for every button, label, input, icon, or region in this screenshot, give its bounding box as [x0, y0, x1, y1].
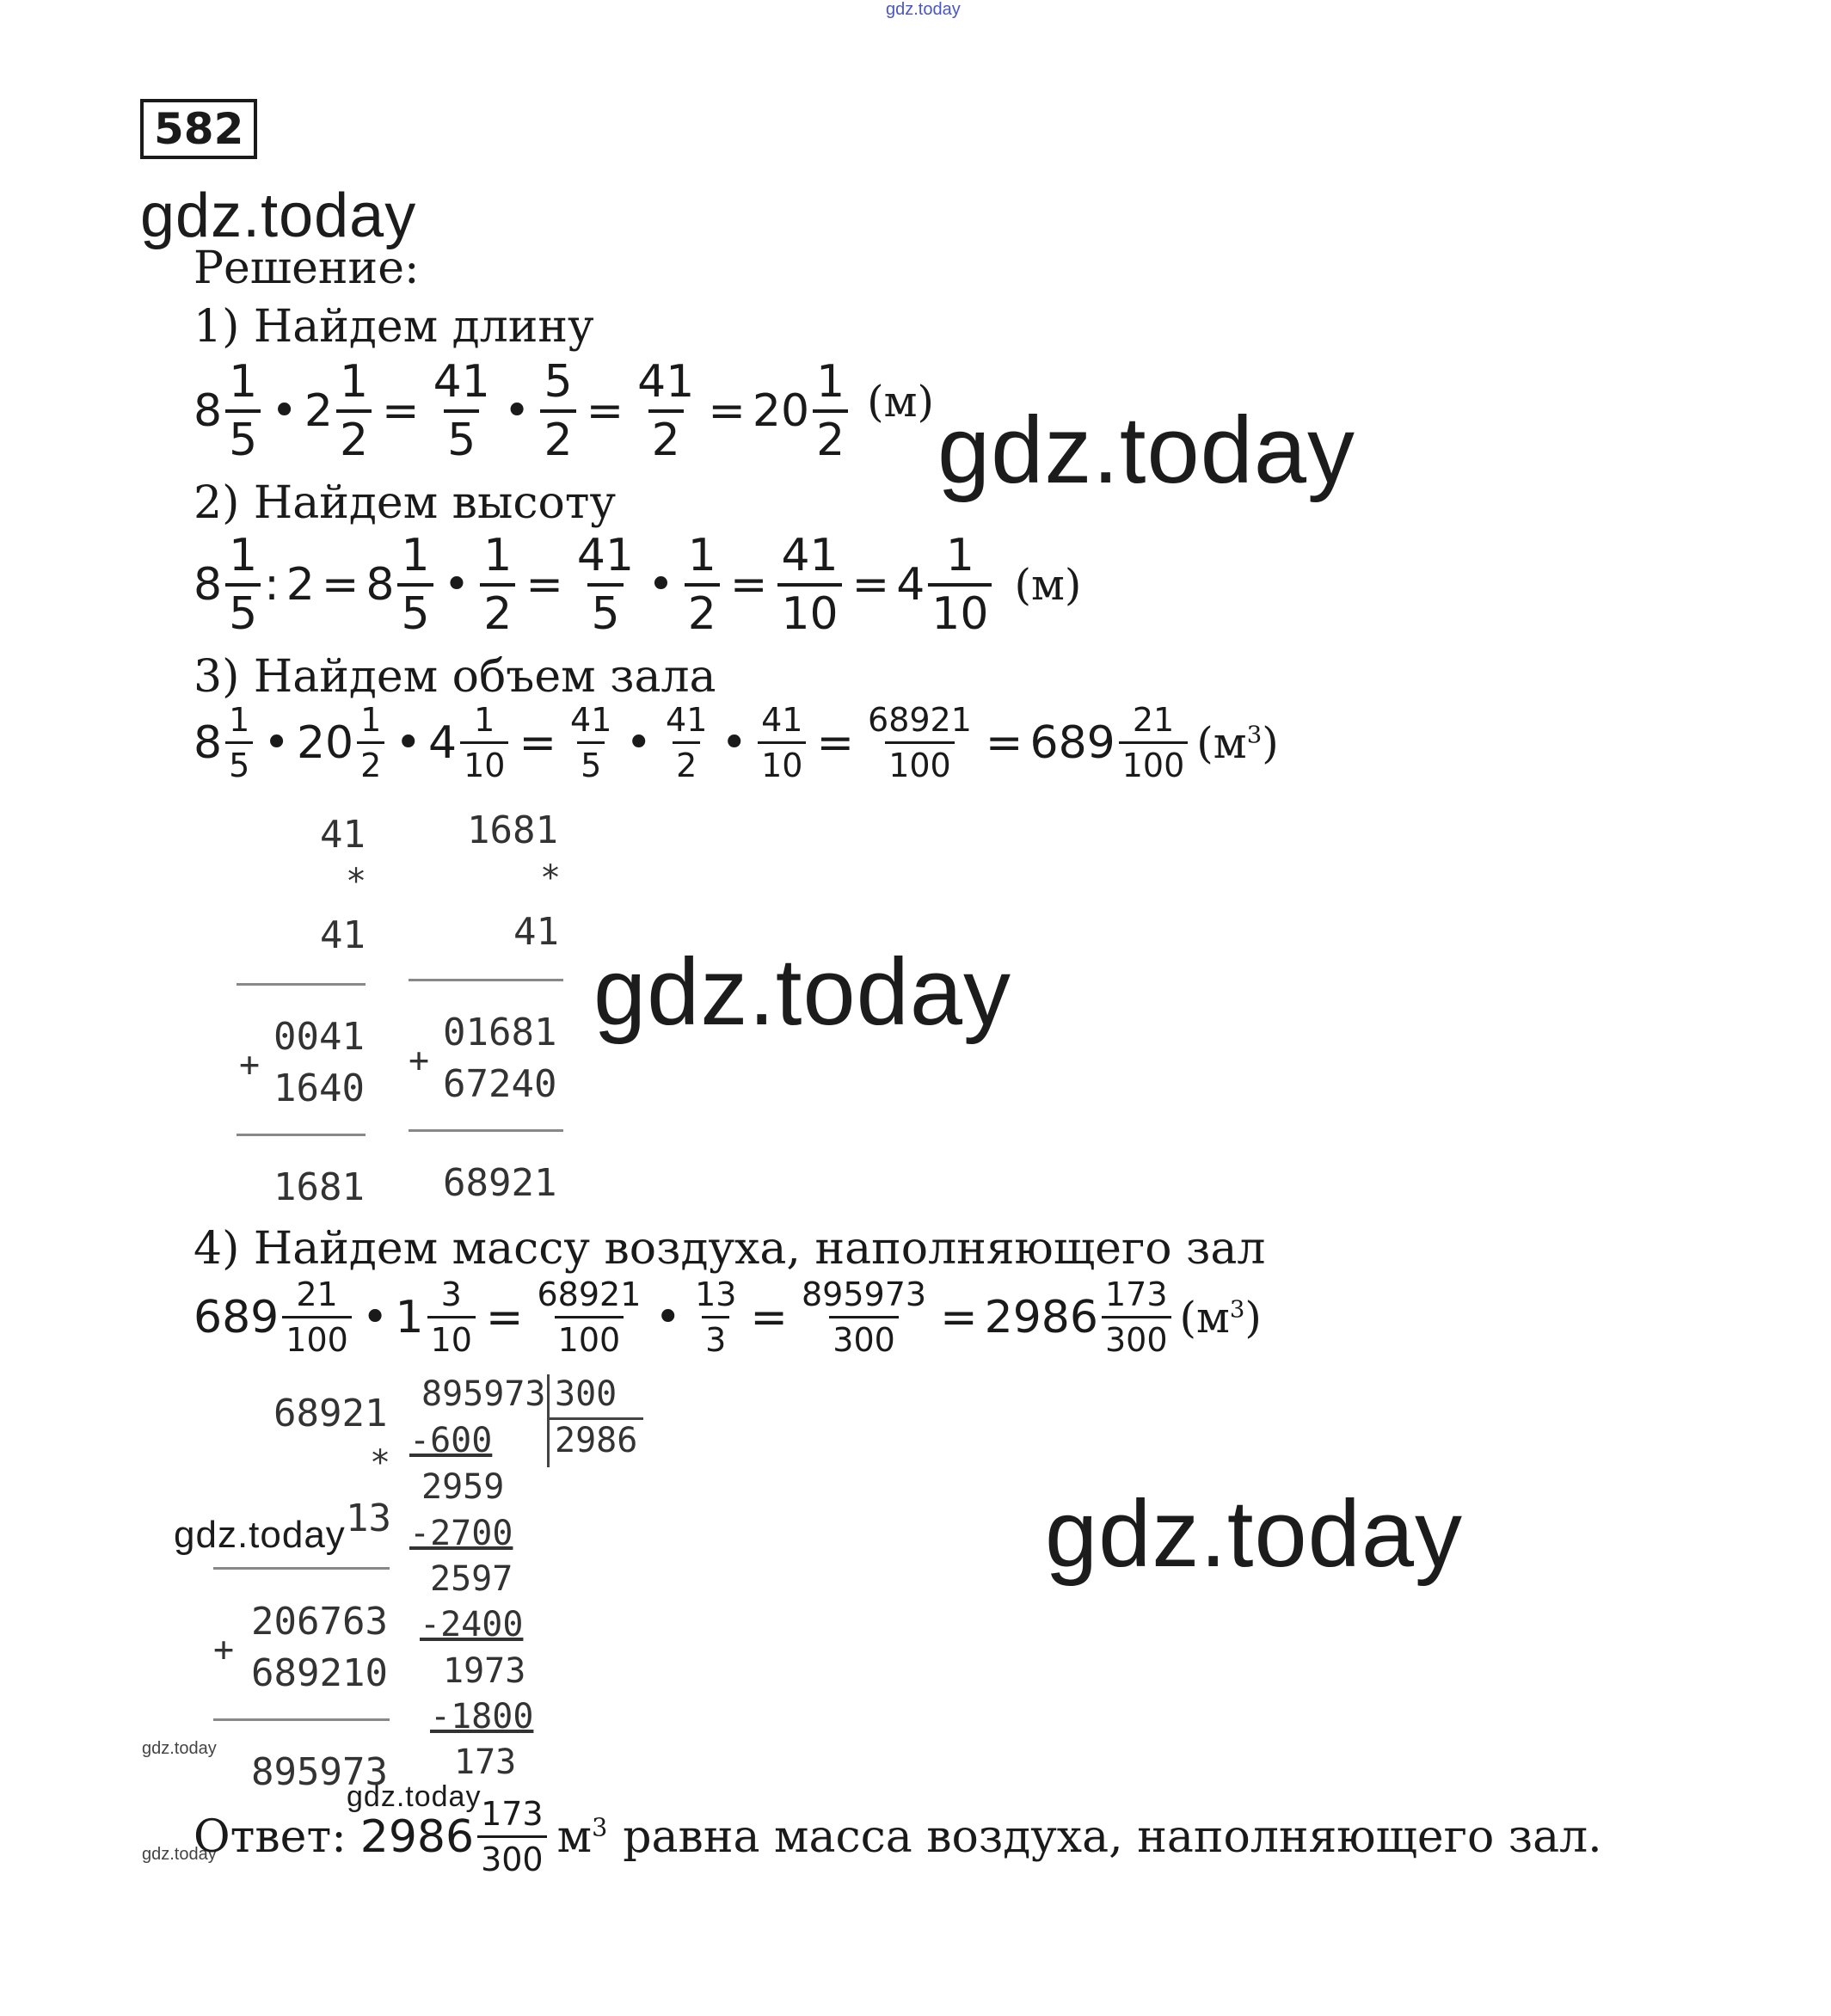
- division-step: 2597: [430, 1559, 513, 1599]
- operator: •: [654, 1291, 682, 1343]
- fraction: $\frac{41}{5}$: [570, 701, 612, 784]
- fraction: $\frac{1}{2}$: [480, 533, 515, 636]
- operator: •: [625, 716, 653, 769]
- equation-4: [194, 1275, 1262, 1359]
- division-quotient: 2986: [555, 1421, 638, 1460]
- operator: =: [519, 716, 557, 769]
- calc1-mult: 41: [320, 913, 366, 957]
- watermark: gdz.today: [347, 1780, 482, 1813]
- calc1-rule: [237, 983, 366, 986]
- operator: =: [985, 716, 1023, 769]
- calc3-rule: [213, 1567, 390, 1570]
- division-dividend: 895973: [421, 1374, 546, 1414]
- division-horizontal-line: [549, 1417, 643, 1420]
- calc2-result: 68921: [443, 1161, 557, 1205]
- watermark: gdz.today: [174, 1514, 346, 1556]
- fraction: $\frac{41}{10}$: [758, 704, 806, 782]
- calc1-p1: 0041: [273, 1015, 365, 1059]
- operator: =: [485, 1291, 524, 1343]
- fraction: $\frac{68921}{100}$: [537, 1275, 642, 1359]
- calc2-p1: 01681: [443, 1011, 557, 1054]
- eq3-term: 20: [296, 716, 354, 769]
- watermark: gdz.today: [1045, 1481, 1464, 1587]
- fraction: $\frac{1}{5}$: [225, 360, 261, 463]
- operator: =: [750, 1291, 788, 1343]
- fraction: $\frac{41}{2}$: [666, 701, 708, 784]
- calc2-top: 1681: [467, 808, 558, 852]
- division-step: -600: [409, 1421, 493, 1460]
- eq4-term: 1: [395, 1291, 424, 1343]
- calc3-top: 68921: [273, 1392, 388, 1435]
- eq2-term: 2: [286, 559, 315, 611]
- fraction: $\frac{895973}{300}$: [802, 1275, 927, 1359]
- operator: :: [264, 559, 280, 611]
- fraction: $\frac{21}{100}$: [282, 1278, 352, 1356]
- unit: $(м^3)$: [1196, 717, 1279, 768]
- calc2-mult: 41: [513, 910, 559, 954]
- calc1-star: *: [346, 862, 367, 901]
- equation-3: [194, 701, 1279, 784]
- operator: =: [525, 559, 563, 611]
- answer-unit: $м^3$: [556, 1810, 608, 1863]
- eq2-term: 8: [194, 559, 223, 611]
- watermark: gdz.today: [140, 181, 417, 250]
- step3-title: 3) Найдем объем зала: [194, 651, 716, 703]
- operator: •: [721, 716, 748, 769]
- fraction: $\frac{41}{5}$: [433, 356, 490, 466]
- step1-title: 1) Найдем длину: [194, 301, 594, 353]
- calc3-mult: 13: [346, 1497, 391, 1540]
- eq1-term: 8: [194, 385, 223, 437]
- fraction: $\frac{1}{2}$: [813, 360, 848, 463]
- problem-number: 582: [140, 99, 257, 159]
- fraction: $\frac{1}{5}$: [225, 533, 261, 636]
- eq1-term: 20: [752, 385, 810, 437]
- fraction: $\frac{1}{2}$: [685, 533, 720, 636]
- fraction: $\frac{1}{2}$: [336, 360, 372, 463]
- calc3-rule: [213, 1718, 390, 1721]
- eq2-term: 4: [896, 559, 925, 611]
- fraction: $\frac{1}{2}$: [357, 704, 384, 782]
- calc2-p2: 67240: [443, 1062, 557, 1106]
- calc2-plus: +: [409, 1041, 430, 1080]
- operator: •: [395, 716, 421, 769]
- calc3-plus: +: [213, 1630, 235, 1669]
- watermark-small: gdz.today: [142, 1739, 217, 1758]
- answer-label: Ответ:: [194, 1810, 347, 1863]
- operator: =: [816, 716, 855, 769]
- answer-text: равна масса воздуха, наполняющего зал.: [623, 1810, 1602, 1863]
- fraction: $\frac{173}{300}$: [477, 1798, 547, 1876]
- eq2-term: 8: [366, 559, 395, 611]
- division-divisor: 300: [555, 1374, 618, 1414]
- division-step: -2400: [420, 1605, 524, 1644]
- division-step: -2700: [409, 1514, 513, 1553]
- equation-1: [194, 356, 935, 466]
- watermark: gdz.today: [593, 939, 1012, 1045]
- watermark-top: gdz.today: [886, 0, 961, 19]
- division-step: 173: [454, 1742, 517, 1782]
- operator: =: [940, 1291, 978, 1343]
- operator: •: [648, 559, 674, 611]
- calc2-star: *: [540, 858, 562, 898]
- operator: •: [361, 1291, 389, 1343]
- calc1-rule: [237, 1134, 366, 1136]
- eq1-term: 2: [304, 385, 333, 437]
- calc1-p2: 1640: [273, 1066, 365, 1110]
- operator: =: [586, 385, 624, 437]
- calc3-p2: 689210: [251, 1651, 388, 1695]
- fraction: $\frac{3}{10}$: [427, 1278, 476, 1356]
- fraction: $\frac{1}{10}$: [928, 533, 992, 636]
- fraction: $\frac{41}{2}$: [637, 356, 695, 466]
- fraction: $\frac{173}{300}$: [1102, 1278, 1171, 1356]
- operator: •: [271, 385, 298, 437]
- calc3-star: *: [370, 1443, 391, 1483]
- eq3-term: 689: [1029, 716, 1115, 769]
- equation-2: [194, 530, 1082, 640]
- operator: =: [729, 559, 768, 611]
- division-vertical-line: [547, 1374, 550, 1467]
- division-step: 1973: [443, 1651, 526, 1691]
- solution-heading: Решение:: [194, 243, 420, 294]
- calc2-rule: [409, 979, 563, 981]
- eq4-term: 2986: [984, 1291, 1098, 1343]
- calc1-result: 1681: [273, 1165, 365, 1209]
- watermark-small: gdz.today: [142, 1845, 217, 1864]
- calc3-result: 895973: [251, 1750, 388, 1794]
- operator: •: [263, 716, 290, 769]
- eq3-term: 8: [194, 716, 223, 769]
- operator: =: [321, 559, 359, 611]
- watermark: gdz.today: [937, 397, 1356, 503]
- eq3-term: 4: [427, 716, 458, 769]
- fraction: $\frac{41}{10}$: [777, 533, 841, 636]
- operator: •: [443, 559, 470, 611]
- fraction: $\frac{21}{100}$: [1119, 704, 1189, 782]
- fraction: $\frac{5}{2}$: [540, 360, 575, 463]
- step2-title: 2) Найдем высоту: [194, 477, 617, 529]
- operator: •: [503, 385, 531, 437]
- calc2-rule: [409, 1129, 563, 1132]
- calc1-plus: +: [239, 1045, 261, 1085]
- fraction: $\frac{41}{5}$: [576, 530, 635, 640]
- answer-whole: 2986: [359, 1810, 475, 1863]
- operator: =: [851, 559, 890, 611]
- division-step: 2959: [421, 1467, 505, 1507]
- unit: $(м^3)$: [1179, 1292, 1262, 1343]
- eq4-term: 689: [194, 1291, 280, 1343]
- step4-title: 4) Найдем массу воздуха, наполняющего зал: [194, 1223, 1266, 1275]
- fraction: $\frac{13}{3}$: [695, 1275, 737, 1359]
- fraction: $\frac{68921}{100}$: [868, 701, 972, 784]
- operator: =: [708, 385, 746, 437]
- operator: =: [382, 385, 420, 437]
- unit: (м): [1014, 560, 1082, 610]
- fraction: $\frac{1}{5}$: [397, 533, 433, 636]
- calc3-p1: 206763: [251, 1600, 388, 1644]
- calc1-top: 41: [320, 813, 366, 857]
- fraction: $\frac{1}{5}$: [225, 704, 253, 782]
- unit: (м): [867, 377, 935, 427]
- fraction: $\frac{1}{10}$: [460, 704, 508, 782]
- division-step: -1800: [430, 1697, 534, 1736]
